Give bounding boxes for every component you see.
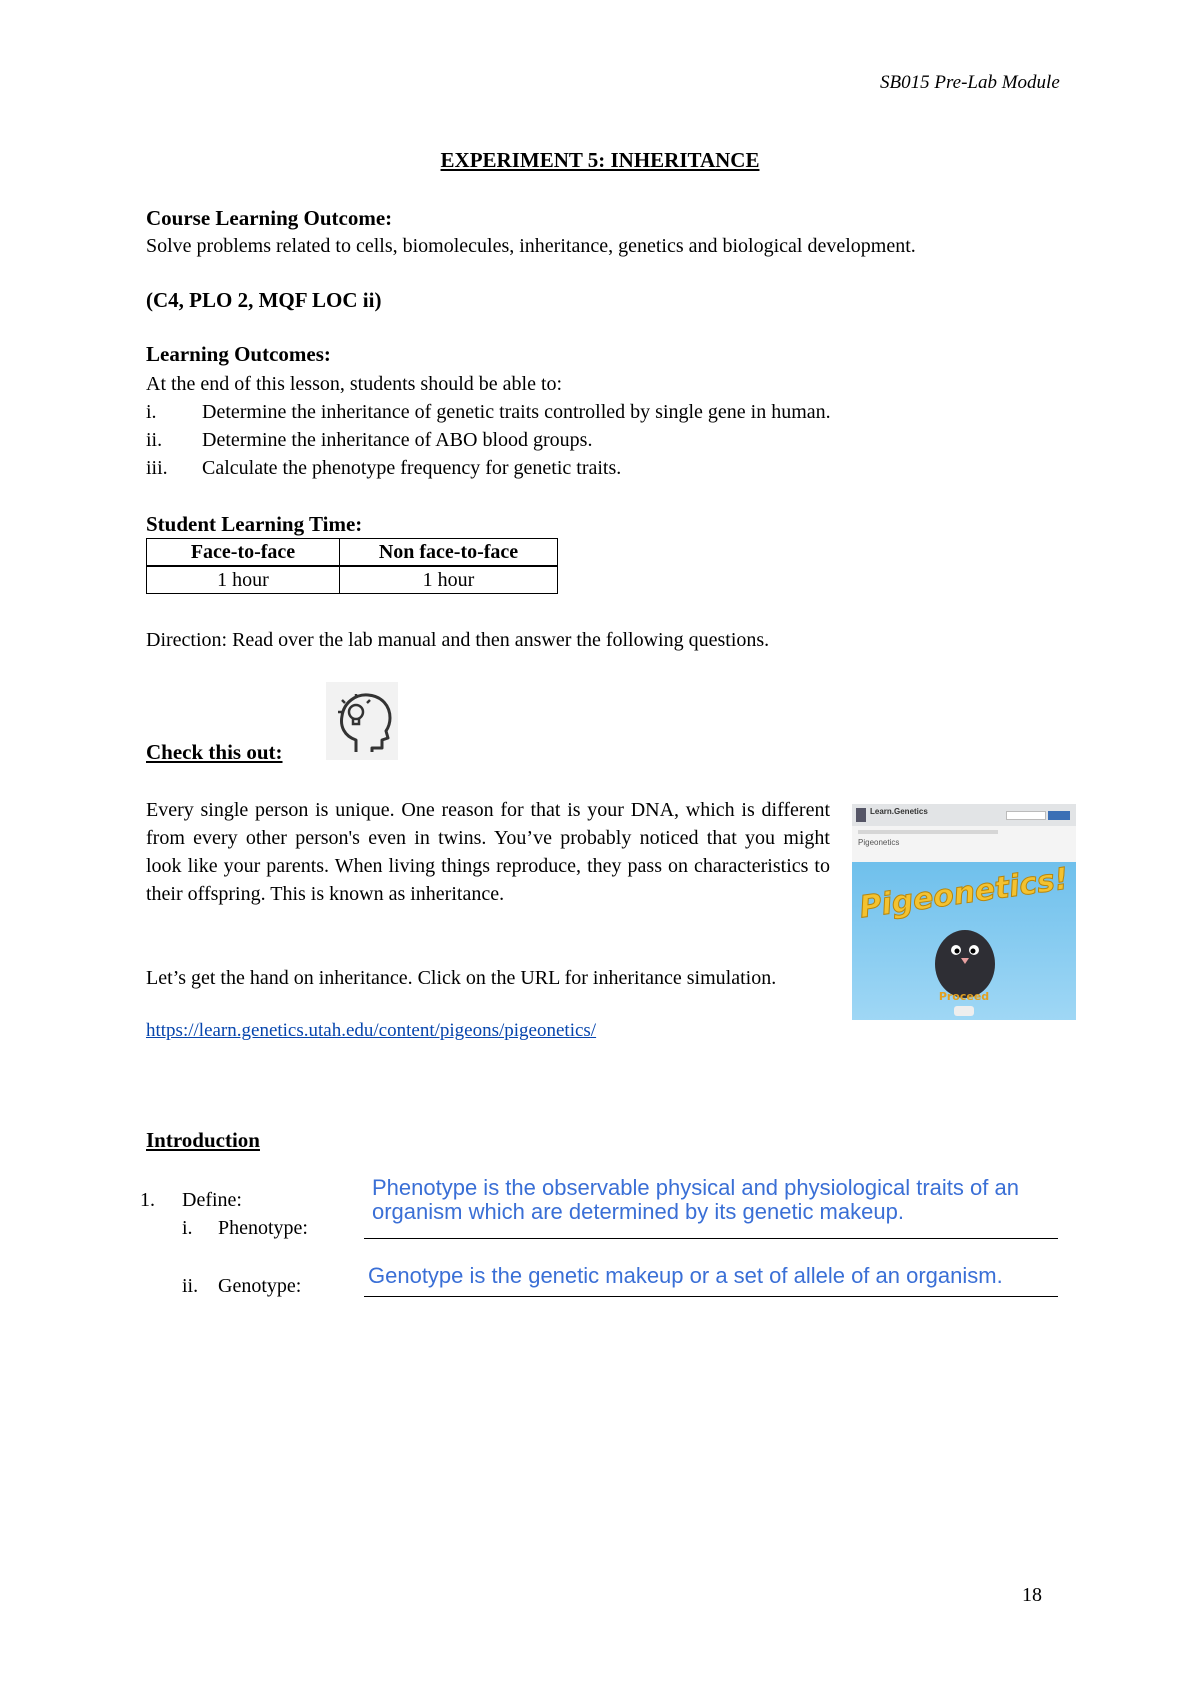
intro-paragraph: Every single person is unique. One reason for that is your DNA, which is different from every other person's even in twins. You’ve probably noticed that you might look like your parents. When living things reproduce, they pass on characteristics to their offspring. This is known as inheritance. xyxy=(146,799,830,905)
site-header-bar xyxy=(852,804,1076,826)
question-number: 1. xyxy=(140,1189,155,1211)
course-outcome-heading: Course Learning Outcome: xyxy=(146,206,393,230)
chevron-down-icon xyxy=(954,1006,974,1016)
list-item-number: iii. xyxy=(146,457,168,479)
list-item xyxy=(146,398,1046,426)
phenotype-label: Phenotype: xyxy=(218,1217,308,1239)
banner-title: Pigeonetics! xyxy=(857,861,1071,926)
table-cell: 1 hour xyxy=(340,566,558,594)
list-item-text: Determine the inheritance of ABO blood groups. xyxy=(202,429,593,451)
course-outcome-text: Solve problems related to cells, biomolecules, inheritance, genetics and biological development. xyxy=(146,235,916,257)
introduction-heading: Introduction xyxy=(146,1128,260,1152)
genotype-label: Genotype: xyxy=(218,1275,302,1297)
breadcrumb xyxy=(858,830,998,834)
page-title: EXPERIMENT 5: INHERITANCE xyxy=(440,148,760,172)
pigeon-icon xyxy=(932,920,998,998)
site-search-input xyxy=(1006,811,1046,820)
course-outcome-code: (C4, PLO 2, MQF LOC ii) xyxy=(146,288,382,312)
check-this-out-label: Check this out: xyxy=(146,740,283,764)
page-number: 18 xyxy=(1022,1584,1042,1606)
phenotype-answer-line1[interactable]: Phenotype is the observable physical and physiological traits of an xyxy=(372,1175,1019,1200)
genotype-answer[interactable]: Genotype is the genetic makeup or a set of allele of an organism. xyxy=(368,1263,1003,1288)
site-name: Learn.Genetics xyxy=(870,807,928,816)
phenotype-answer-line2[interactable]: organism which are determined by its genetic makeup. xyxy=(372,1199,904,1224)
simulation-paragraph: Let’s get the hand on inheritance. Click on the URL for inheritance simulation. xyxy=(146,967,777,989)
list-item-number: ii. xyxy=(146,429,163,451)
pigeonetics-screenshot xyxy=(852,804,1076,1020)
proceed-button: Proceed xyxy=(938,990,990,1003)
list-item-text: Determine the inheritance of genetic traits controlled by single gene in human. xyxy=(202,401,831,423)
learning-outcomes-heading: Learning Outcomes: xyxy=(146,342,331,366)
list-item-number: i. xyxy=(146,401,157,423)
direction-text: Direction: Read over the lab manual and then answer the following questions. xyxy=(146,629,770,651)
site-page-title: Pigeonetics xyxy=(858,838,900,847)
module-header: SB015 Pre-Lab Module xyxy=(880,72,1060,93)
table-header-cell: Non face-to-face xyxy=(340,539,558,567)
genotype-answer-line xyxy=(364,1296,1058,1297)
phenotype-number: i. xyxy=(182,1217,193,1239)
list-item-text: Calculate the phenotype frequency for genetic traits. xyxy=(202,457,622,479)
list-item xyxy=(146,454,1046,482)
learning-outcomes-intro: At the end of this lesson, students should be able to: xyxy=(146,373,563,395)
table-header-cell: Face-to-face xyxy=(147,539,340,567)
list-item xyxy=(146,426,1046,454)
game-banner xyxy=(852,862,1076,1020)
site-logo-icon xyxy=(856,808,866,822)
learning-time-table xyxy=(146,538,558,594)
pigeonetics-link[interactable]: https://learn.genetics.utah.edu/content/pigeons/pigeonetics/ xyxy=(146,1020,597,1041)
learning-time-heading: Student Learning Time: xyxy=(146,512,363,536)
idea-head-icon xyxy=(326,682,398,760)
table-cell: 1 hour xyxy=(147,566,340,594)
genotype-number: ii. xyxy=(182,1275,199,1297)
question-label: Define: xyxy=(182,1189,242,1211)
phenotype-answer-line xyxy=(364,1238,1058,1239)
site-search-button xyxy=(1048,811,1070,820)
